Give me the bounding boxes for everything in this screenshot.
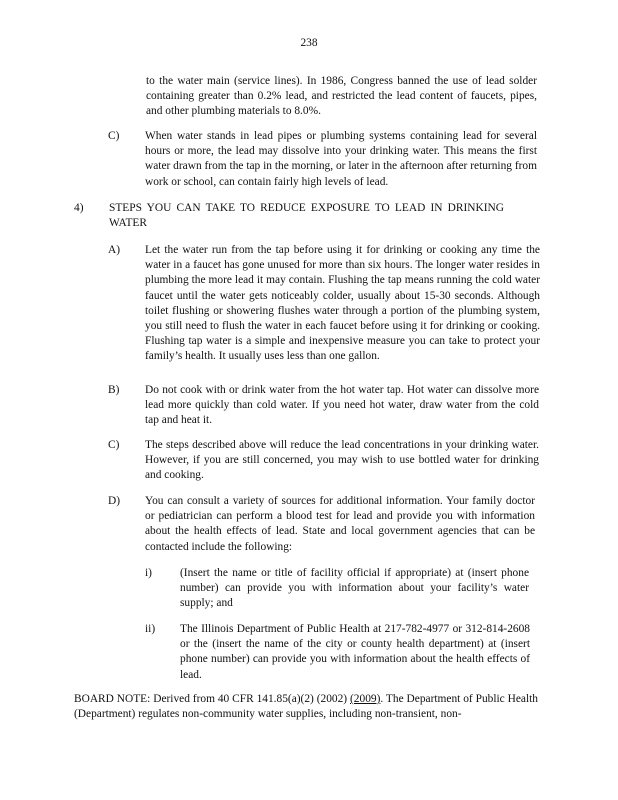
board-note-prefix: BOARD NOTE: Derived from 40 CFR 141.85(a)(2) (2002) xyxy=(74,693,351,705)
board-note-suffix: . The Department of Public Health (Department) regulates non-community water supplies, including non-transient, non- xyxy=(74,693,538,721)
continuation-paragraph: to the water main (service lines). In 1986, Congress banned the use of lead solder containing greater than 0.2% lead, and restricted the lead content of faucets, pipes, and other plumbing materials to 8.0%. xyxy=(146,75,537,118)
sub-ii-text: The Illinois Department of Public Health at 217-782-4977 or 312-814-2608 or the (insert the name of the city or county health department) at (insert phone number) can provide you with information about the health effects of lead. xyxy=(180,623,530,681)
item-c-top-label: C) xyxy=(108,130,120,142)
sub-ii-label: ii) xyxy=(145,623,156,635)
item-a-text: Let the water run from the tap before using it for drinking or cooking any time the water in a faucet has gone unused for more than six hours. The longer water resides in plumbing the more lead it may contain. Flushing the tap means running the cold water faucet until the water gets noticeably colder, usually about 15-30 seconds. Although toilet flushing or showering flushes water through a portion of the plumbing system, you still need to flush the water in each faucet before using it for drinking or cooking. Flushing tap water is a simple and inexpensive measure you can take to protect your family’s health. It usually uses less than one gallon. xyxy=(145,244,540,363)
page-number: 238 xyxy=(300,37,318,49)
item-b-label: B) xyxy=(108,384,120,396)
board-note xyxy=(74,692,538,722)
section-4-number: 4) xyxy=(74,202,84,214)
item-d-text: You can consult a variety of sources for additional information. Your family doctor or pediatrician can perform a blood test for lead and provide you with information about the health effects of lead. State and local government agencies that can be contacted include the following: xyxy=(145,495,535,553)
item-d-label: D) xyxy=(108,495,121,507)
item-c-top-text: When water stands in lead pipes or plumbing systems containing lead for several hours or more, the lead may dissolve into your drinking water. This means the first water drawn from the tap in the morning, or later in the afternoon after returning from work or school, can contain fairly high levels of lead. xyxy=(145,130,537,188)
sub-i-label: i) xyxy=(145,567,152,579)
sub-i-text: (Insert the name or title of facility official if appropriate) at (insert phone number) can provide you with information about your facility’s water supply; and xyxy=(180,567,529,610)
item-c-text: The steps described above will reduce the lead concentrations in your drinking water. However, if you are still concerned, you may wish to use bottled water for drinking and cooking. xyxy=(145,439,539,482)
item-c-label: C) xyxy=(108,439,120,451)
item-a-label: A) xyxy=(108,244,121,256)
section-4-heading: STEPS YOU CAN TAKE TO REDUCE EXPOSURE TO LEAD IN DRINKING WATER xyxy=(109,202,504,230)
item-b-text: Do not cook with or drink water from the hot water tap. Hot water can dissolve more lead more quickly than cold water. If you need hot water, draw water from the cold tap and heat it. xyxy=(145,384,539,427)
board-note-amendment-year: (2009) xyxy=(350,693,381,705)
